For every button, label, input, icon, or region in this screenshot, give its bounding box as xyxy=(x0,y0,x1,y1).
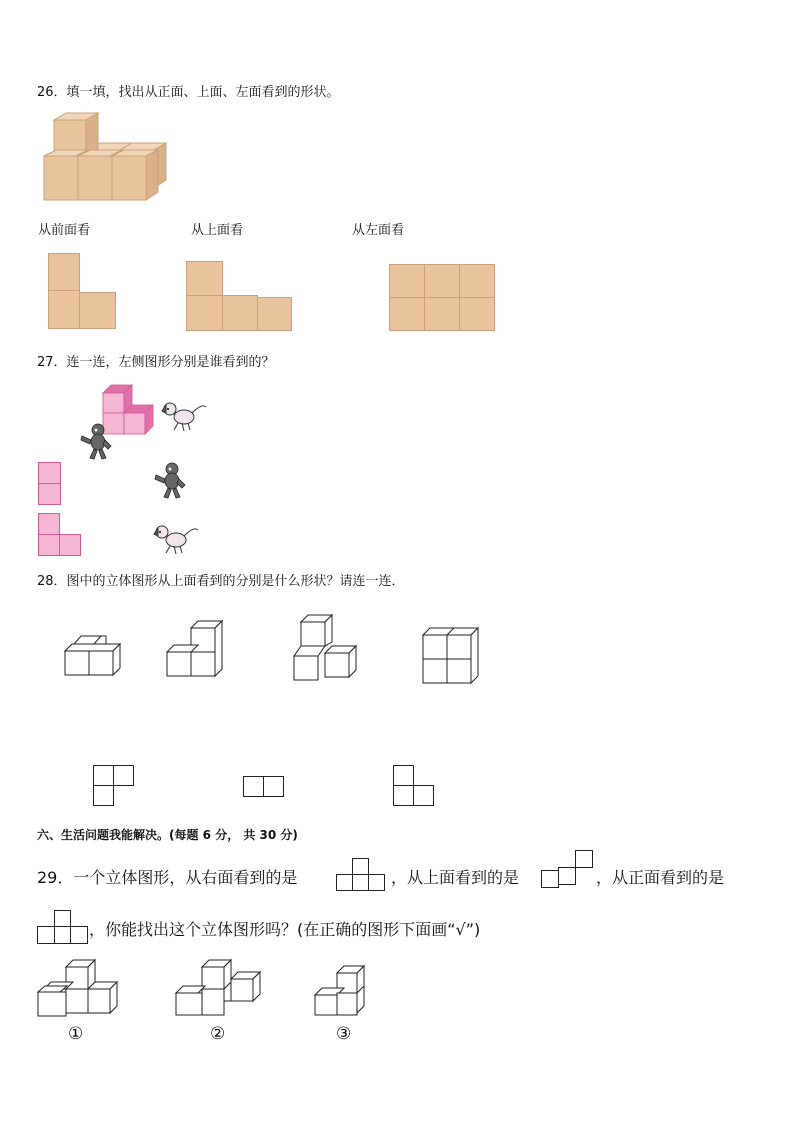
q28-topview-1[interactable] xyxy=(93,765,137,807)
section-6-title: 六、生活问题我能解决。(每题 6 分， 共 30 分) xyxy=(37,828,298,842)
q29-option-3-label[interactable]: ③ xyxy=(336,1024,352,1044)
q26-top-view[interactable] xyxy=(186,261,294,332)
view-label-top: 从上面看 xyxy=(191,223,244,238)
monkey-icon xyxy=(78,422,116,460)
q28-solid-3 xyxy=(290,614,362,684)
q29-text-part4: ，你能找出这个立体图形吗？(在正确的图形下面画“√”) xyxy=(89,920,481,939)
view-label-left: 从左面看 xyxy=(352,223,405,238)
dog-icon xyxy=(152,520,200,556)
q28-solid-2 xyxy=(164,620,230,682)
q29-right-view-shape xyxy=(336,858,388,892)
q29-front-view-shape xyxy=(37,910,89,945)
q29-option-1-solid[interactable] xyxy=(36,958,120,1020)
q29-option-3-solid[interactable] xyxy=(313,964,377,1020)
q28-solid-4 xyxy=(420,625,484,689)
q29-text-part1: 29．一个立体图形，从右面看到的是 xyxy=(37,868,298,887)
q27-text: 27．连一连，左侧图形分别是谁看到的？ xyxy=(37,355,275,370)
q28-solid-1 xyxy=(62,632,128,680)
q29-option-1-label[interactable]: ① xyxy=(68,1024,84,1044)
monkey-icon xyxy=(152,461,190,499)
q27-view-b[interactable] xyxy=(38,513,84,557)
q29-top-view-shape xyxy=(541,850,595,890)
q26-solid-figure xyxy=(40,110,175,205)
view-label-front: 从前面看 xyxy=(38,223,91,238)
q28-text: 28．图中的立体图形从上面看到的分别是什么形状？请连一连． xyxy=(37,574,405,589)
q28-topview-2[interactable] xyxy=(243,776,287,798)
q27-view-a[interactable] xyxy=(38,462,63,507)
dog-icon xyxy=(160,397,208,433)
q26-front-view[interactable] xyxy=(48,253,118,330)
q28-topview-3[interactable] xyxy=(393,765,437,807)
q29-option-2-label[interactable]: ② xyxy=(210,1024,226,1044)
q29-text-part2: ，从上面看到的是 xyxy=(391,868,520,887)
q29-text-part3: ，从正面看到的是 xyxy=(596,868,725,887)
q26-text: 26．填一填，找出从正面、上面、左面看到的形状。 xyxy=(37,85,340,100)
q26-left-view[interactable] xyxy=(389,264,497,332)
q29-option-2-solid[interactable] xyxy=(174,958,264,1020)
